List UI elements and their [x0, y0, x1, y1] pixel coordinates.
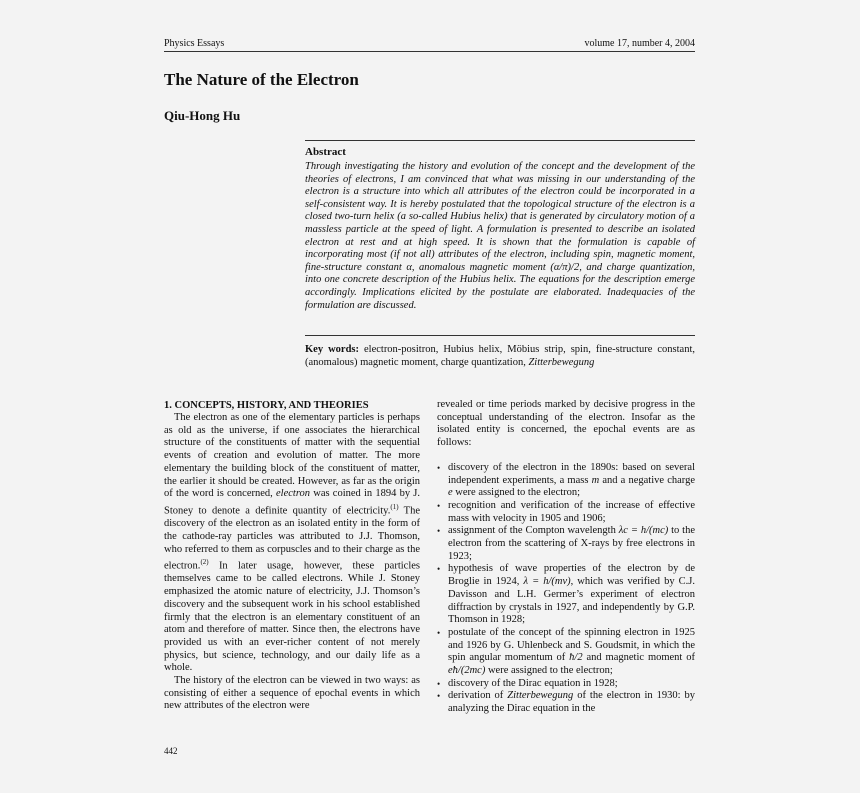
- word-electron: electron: [276, 488, 311, 500]
- paper-title: The Nature of the Electron: [164, 70, 359, 89]
- author-name: Qiu-Hong Hu: [164, 108, 241, 123]
- bullet-glyph: •: [437, 564, 441, 575]
- keywords: [305, 344, 695, 369]
- list-item: [437, 525, 695, 563]
- list-item-text: , which was verified by C.J. Davisson and L.H. Germer’s experiment of electron diffraction by crystals in 1927, and independently by G.P. Thomson in 1928;: [448, 576, 696, 626]
- bullet-glyph: •: [437, 462, 441, 473]
- list-item: [437, 462, 695, 500]
- list-item-text: of the electron in 1930: by analyzing the Dirac equation in the: [448, 690, 696, 715]
- bullet-glyph: •: [437, 691, 441, 702]
- list-item-text: assignment of the Compton wavelength: [448, 525, 616, 537]
- list-item-text: recognition and verification of the increase of effective mass with velocity in 1905 and 1906;: [448, 499, 695, 524]
- moment-formula: eħ/(2mc): [448, 665, 486, 677]
- abstract-bottom-rule: [305, 335, 695, 336]
- paragraph-1-text-a: The electron as one of the elementary particles is perhaps as old as the universe, if one associates the hierarchical structure of the constituents of matter with the sequential events of creation and evolution of matter. The more elementary the building block of the constituent of matter, the earlier it should be created. However, as far as the origin of the word is concerned,: [164, 412, 420, 500]
- bullet-glyph: •: [437, 500, 441, 511]
- left-column: [164, 399, 420, 713]
- list-item-text: discovery of the Dirac equation in 1928;: [448, 677, 618, 689]
- abstract-top-rule: [305, 140, 695, 141]
- paragraph-1-text-c: The discovery of the electron as an isolated entity in the form of the cathode-ray particles was attributed to J.J. Thomson, who referred to them as corpuscles and to their charge as the electron.: [164, 505, 420, 572]
- paragraph-1-text-d: In later usage, however, these particles themselves came to be called electrons. While J. Stoney emphasized the atomic nature of electricity, J.J. Thomson’s discovery and the subsequent work in his school established firmly that the electron is an elementary constituent of an atom and therefore of matter. Since then, the electrons have provided us with an ever-richer content of not merely physics, but science, technology, and our daily life as a whole.: [164, 560, 420, 674]
- bullet-glyph: •: [437, 627, 441, 638]
- keywords-text: electron-positron, Hubius helix, Möbius strip, spin, fine-structure constant, (anomalous) magnetic moment, charge quantization,: [305, 344, 695, 368]
- abstract-body: Through investigating the history and evolution of the concept and the development of the theories of electrons, I am convinced that what was missing in our understanding of the electron is a structure into which all attributes of the electron could be incorporated in a self-consistent way. It is hereby postulated that the topological structure of the electron is a closed two-turn helix (a so-called Hubius helix) that is generated by circulatory motion of a massless particle at the speed of light. A formulation is presented to describe an isolated electron at rest and at high speed. It is shown that the formulation is capable of incorporating most (if not all) attributes of the electron, including spin, magnetic moment, fine-structure constant α, anomalous magnetic moment (α/π)/2, and charge quantization, into one concrete description of the Hubius helix. The equations for the description emerge accordingly. Implications elicited by the postulate are elaborated. Inadequacies of the formulation are discussed.: [305, 161, 695, 311]
- list-item-text: and a negative charge: [602, 474, 696, 486]
- list-item: [437, 678, 695, 691]
- paragraph-2: The history of the electron can be viewed in two ways: as consisting of either a sequence of epochal events in which new attributes of the electron were: [164, 675, 420, 712]
- bullet-glyph: •: [437, 526, 441, 537]
- list-item-text: postulate of the concept of the spinning electron in 1925 and 1926 by G. Uhlenbeck and S. Goudsmit, in which the spin angular momentum of: [448, 626, 695, 664]
- abstract-section: [305, 146, 695, 312]
- list-item-text: discovery of the electron in the 1890s: based on several independent experiments, a mass: [448, 461, 695, 486]
- list-item: [437, 690, 695, 715]
- reference-1: (1): [390, 502, 399, 511]
- keywords-italic: Zitterbewegung: [528, 356, 595, 368]
- symbol-e: e: [448, 487, 453, 499]
- journal-name: Physics Essays: [164, 38, 225, 49]
- list-item: [437, 500, 695, 525]
- compton-formula: λc = h/(mc): [618, 525, 669, 537]
- list-item-text: derivation of: [448, 690, 504, 702]
- list-item-text: and magnetic moment of: [586, 652, 695, 664]
- bullet-glyph: •: [437, 678, 441, 689]
- right-column: [437, 399, 695, 716]
- symbol-m: m: [591, 474, 600, 486]
- spin-formula: ħ/2: [569, 652, 583, 664]
- list-item-text: to the electron from the scattering of X-rays by free electrons in 1923;: [448, 525, 696, 562]
- right-column-lead: revealed or time periods marked by decisive progress in the conceptual understanding of the electron. Insofar as the isolated entity is concerned, the epochal events are as follows:: [437, 399, 695, 449]
- running-header: [164, 38, 695, 52]
- list-item-text: hypothesis of wave properties of the electron by de Broglie in 1924,: [448, 563, 695, 588]
- list-item: [437, 563, 695, 627]
- epochal-events-list: [437, 462, 695, 716]
- list-item-text: were assigned to the electron;: [487, 665, 613, 677]
- reference-2: (2): [200, 558, 209, 567]
- abstract-heading: Abstract: [305, 146, 346, 158]
- list-item: [437, 627, 695, 678]
- section-heading: 1. CONCEPTS, HISTORY, AND THEORIES: [164, 400, 369, 411]
- page-number: 442: [164, 746, 178, 756]
- zitterbewegung-term: Zitterbewegung: [507, 690, 574, 702]
- volume-info: volume 17, number 4, 2004: [584, 38, 695, 49]
- list-item-text: were assigned to the electron;: [455, 487, 581, 499]
- paragraph-1: [164, 412, 420, 675]
- de-broglie-formula: λ = h/(mv): [523, 576, 571, 588]
- keywords-label: Key words:: [305, 344, 359, 355]
- paragraph-1-text-b: was coined in 1894 by J. Stoney to denote a definite quantity of electricity.: [164, 488, 421, 517]
